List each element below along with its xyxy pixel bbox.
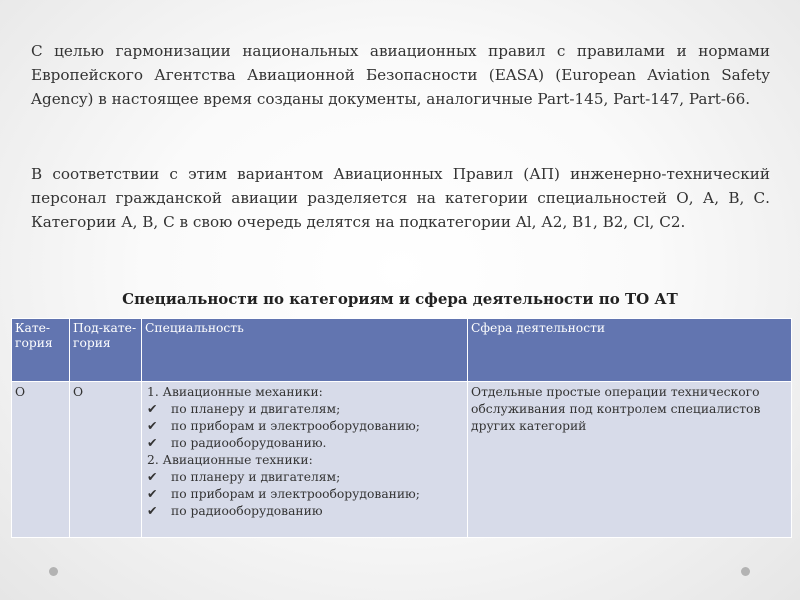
check-icon: ✔ <box>147 419 158 433</box>
header-sphere: Сфера деятельности <box>468 319 792 382</box>
intro-paragraph: С целью гармонизации национальных авиационных правил с правилами и нормами Европейского Агентства Авиационной Безопасности (EASA) (European Aviation Safety Agency) в настоящее время созданы документы, аналогичные Part-145, Part-147, Part-66. <box>31 42 770 108</box>
table-row <box>12 382 792 538</box>
list-item <box>145 418 464 435</box>
specialties-table <box>11 318 792 538</box>
list-item-label: по радиооборудованию <box>171 504 323 518</box>
list-item-label: по приборам и электрооборудованию; <box>171 487 420 501</box>
list-item-label: по планеру и двигателям; <box>171 470 341 484</box>
table-title: Специальности по категориям и сфера деятельности по ТО АТ <box>122 290 678 308</box>
check-icon: ✔ <box>147 470 158 484</box>
check-icon: ✔ <box>147 436 158 450</box>
categories-paragraph: В соответствии с этим вариантом Авиационных Правил (АП) инженерно-технический персонал гражданской авиации разделяется на категории специальностей О, А, В, С. Категории А, В, С в свою очередь делятся на подкатегории Al, А2, В1, В2, Cl, С2. <box>31 165 770 231</box>
list-item <box>145 486 464 503</box>
list-item-label: по радиооборудованию. <box>171 436 327 450</box>
decorative-dot-icon <box>741 567 750 576</box>
group-title-technicians: 2. Авиационные техники: <box>147 453 313 467</box>
table-header-row <box>12 319 792 382</box>
decorative-dot-icon <box>49 567 58 576</box>
check-icon: ✔ <box>147 504 158 518</box>
cell-subcategory: О <box>70 382 142 538</box>
check-icon: ✔ <box>147 487 158 501</box>
cell-category: О <box>12 382 70 538</box>
check-icon: ✔ <box>147 402 158 416</box>
list-item-label: по приборам и электрооборудованию; <box>171 419 420 433</box>
header-subcategory: Под-кате-гория <box>70 319 142 382</box>
list-item <box>145 401 464 418</box>
list-item-label: по планеру и двигателям; <box>171 402 341 416</box>
header-specialty: Специальность <box>142 319 468 382</box>
list-item <box>145 435 464 452</box>
group-title-mechanics: 1. Авиационные механики: <box>147 385 323 399</box>
header-category: Кате-гория <box>12 319 70 382</box>
cell-specialty <box>142 382 468 538</box>
list-item <box>145 469 464 486</box>
list-item <box>145 503 464 520</box>
cell-sphere: Отдельные простые операции технического обслуживания под контролем специалистов других категорий <box>468 382 792 538</box>
